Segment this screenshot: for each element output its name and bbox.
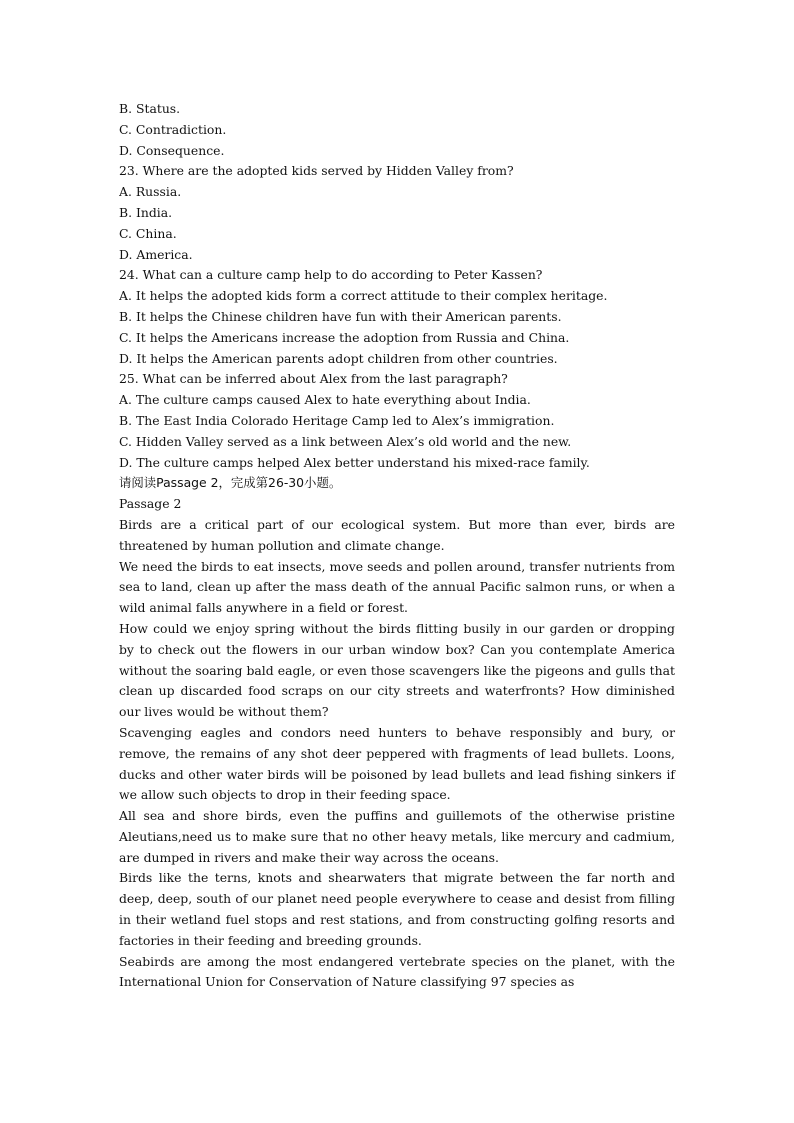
q22-option-b: B. Status. [119, 101, 181, 116]
q22-option-d: D. Consequence. [119, 142, 225, 158]
passage-paragraph-4: Scavenging eagles and condors need hunters to behave responsibly and bury, or remove, the remains of any shot deer peppered with fragments of lead bullets. Loons, ducks and other water birds will be poisoned by lead bullets and lead fishing sinkers if we allow such objects to drop in their feeding space. [119, 724, 675, 803]
q23-option-d: D. America. [119, 246, 193, 262]
q25-option-b: B. The East India Colorado Heritage Camp led to Alex’s immigration. [119, 412, 555, 428]
q24-option-d: D. It helps the American parents adopt children from other countries. [119, 350, 558, 366]
q25-option-a: A. The culture camps caused Alex to hate everything about India. [119, 392, 531, 408]
q25-question: 25. What can be inferred about Alex from the last paragraph? [119, 371, 508, 387]
passage-paragraph-2: We need the birds to eat insects, move seeds and pollen around, transfer nutrients from sea to land, clean up after the mass death of the annual Pacific salmon runs, or when a wild animal falls anywhere in a field or forest. [119, 558, 675, 616]
document-page [119, 99, 675, 993]
passage-paragraph-3: How could we enjoy spring without the birds flitting busily in our garden or dropping by to check out the flowers in our urban window box? Can you contemplate America without the soaring bald eagle, or even those scavengers like the pigeons and gulls that clean up discarded food scraps on our city streets and waterfronts? How diminished our lives would be without them? [119, 620, 675, 720]
passage-paragraph-5: All sea and shore birds, even the puffins and guillemots of the otherwise pristine Aleutians,need us to make sure that no other heavy metals, like mercury and cadmium, are dumped in rivers and make their way across the oceans. [119, 808, 675, 865]
q25-option-c: C. Hidden Valley served as a link between Alex’s old world and the new. [119, 433, 572, 449]
q23-option-b: B. India. [119, 204, 173, 220]
q24-option-a: A. It helps the adopted kids form a correct attitude to their complex heritage. [119, 288, 608, 304]
passage-title: Passage 2 [119, 496, 182, 512]
passage-instruction: 请阅读Passage 2，完成第26-30小题。 [119, 475, 342, 491]
q23-option-a: A. Russia. [119, 184, 182, 200]
passage-paragraph-1: Birds are a critical part of our ecological system. But more than ever, birds are threatened by human pollution and climate change. [119, 516, 675, 553]
q22-option-c: C. Contradiction. [119, 121, 227, 137]
passage-paragraph-7: Seabirds are among the most endangered vertebrate species on the planet, with the International Union for Conservation of Nature classifying 97 species as [119, 953, 675, 990]
q24-option-c: C. It helps the Americans increase the adoption from Russia and China. [119, 329, 570, 345]
q24-option-b: B. It helps the Chinese children have fun with their American parents. [119, 308, 562, 324]
q25-option-d: D. The culture camps helped Alex better understand his mixed-race family. [119, 454, 590, 470]
q23-question: 23. Where are the adopted kids served by Hidden Valley from? [119, 163, 514, 179]
q23-option-c: C. China. [119, 225, 177, 241]
q24-question: 24. What can a culture camp help to do according to Peter Kassen? [119, 267, 543, 283]
passage-paragraph-6: Birds like the terns, knots and shearwaters that migrate between the far north and deep, deep, south of our planet need people everywhere to cease and desist from filling in their wetland fuel stops and rest stations, and from constructing golfing resorts and factories in their feeding and breeding grounds. [119, 870, 675, 948]
